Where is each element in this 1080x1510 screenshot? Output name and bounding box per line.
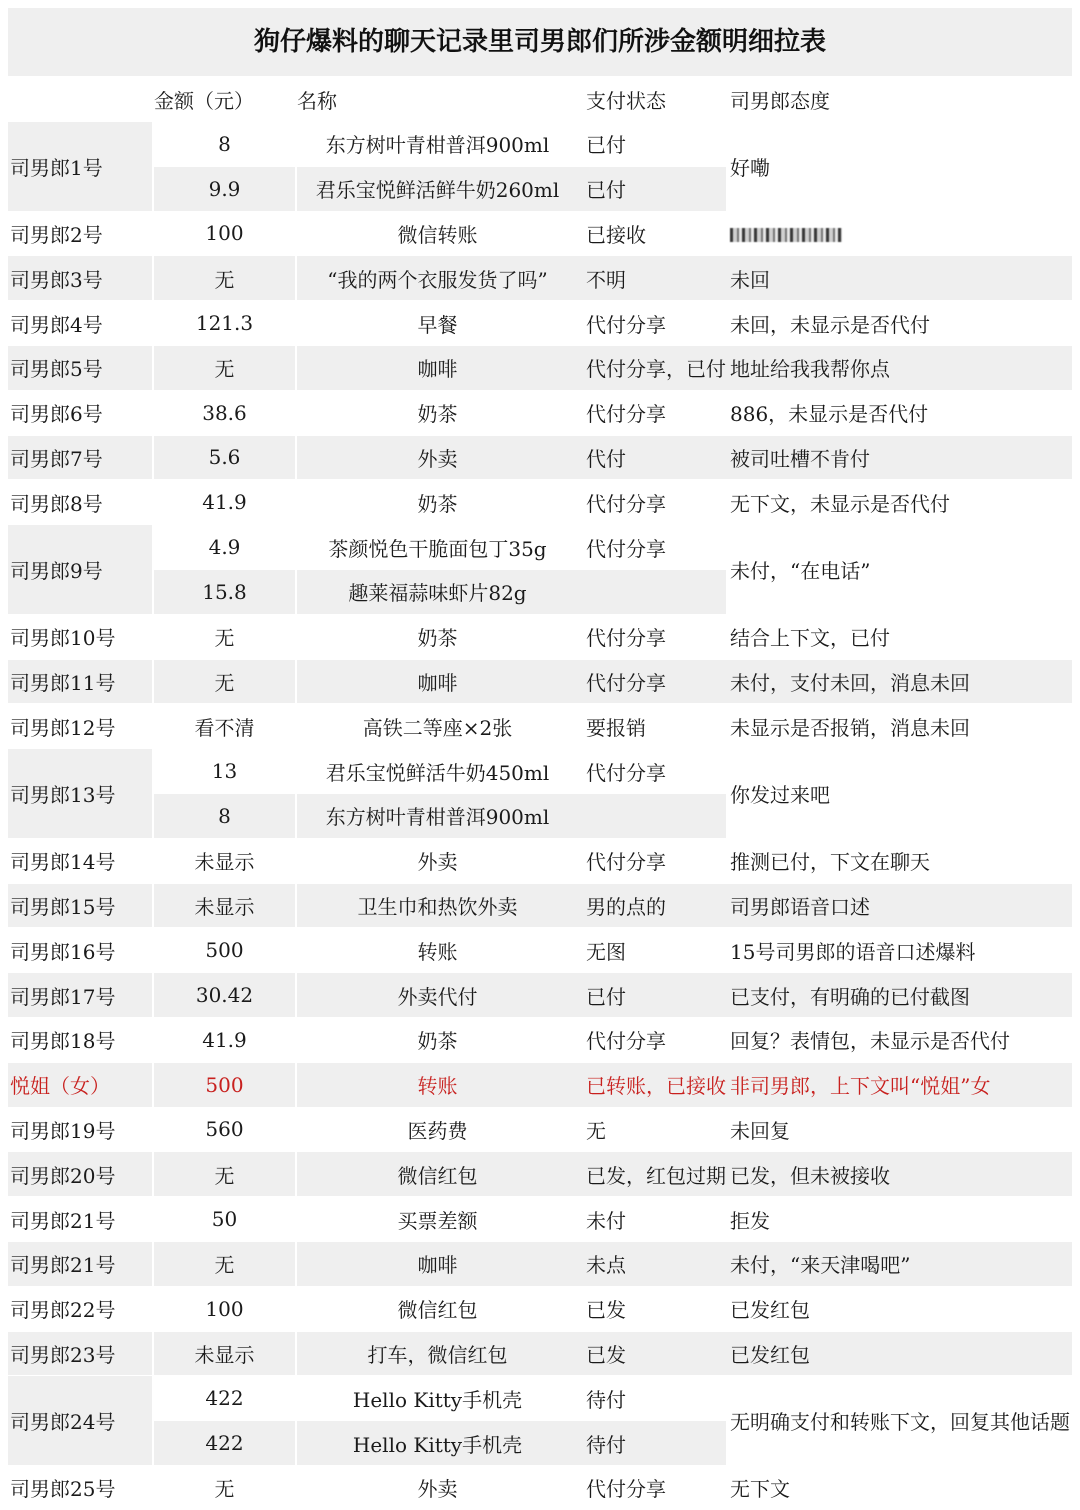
row-amount: 41.9 xyxy=(152,1017,295,1062)
row-pay-status: 已付 xyxy=(578,166,726,211)
table-row xyxy=(8,1375,1072,1420)
row-item: 东方树叶青柑普洱900ml xyxy=(295,121,578,166)
table-row xyxy=(8,703,1072,748)
row-pay-status: 代付分享 xyxy=(578,479,726,524)
table-row xyxy=(8,255,1072,300)
row-name: 司男郎18号 xyxy=(8,1017,152,1062)
row-item: 东方树叶青柑普洱900ml xyxy=(295,793,578,838)
table-row xyxy=(8,1465,1072,1510)
row-name: 司男郎1号 xyxy=(8,121,152,211)
row-item: Hello Kitty手机壳 xyxy=(295,1375,578,1420)
row-pay-status: 代付分享 xyxy=(578,838,726,883)
row-name: 司男郎23号 xyxy=(8,1331,152,1376)
table-row xyxy=(8,524,1072,569)
table-row xyxy=(8,1062,1072,1107)
row-attitude: 未显示是否报销，消息未回 xyxy=(726,703,1072,748)
row-amount: 无 xyxy=(152,255,295,300)
table-row xyxy=(8,1107,1072,1152)
row-attitude: 886，未显示是否代付 xyxy=(726,390,1072,435)
row-pay-status: 未付 xyxy=(578,1196,726,1241)
row-name: 司男郎21号 xyxy=(8,1241,152,1286)
row-amount: 无 xyxy=(152,614,295,659)
row-attitude: 结合上下文，已付 xyxy=(726,614,1072,659)
row-item: 打车，微信红包 xyxy=(295,1331,578,1376)
row-amount: 30.42 xyxy=(152,972,295,1017)
row-pay-status: 代付分享 xyxy=(578,524,726,569)
row-amount: 13 xyxy=(152,748,295,793)
row-attitude: 无下文 xyxy=(726,1465,1072,1510)
row-pay-status: 男的点的 xyxy=(578,883,726,928)
header-attitude: 司男郎态度 xyxy=(726,76,1072,121)
row-name: 司男郎16号 xyxy=(8,927,152,972)
row-attitude: 未付，“来天津喝吧” xyxy=(726,1241,1072,1286)
row-amount: 未显示 xyxy=(152,883,295,928)
row-amount: 未显示 xyxy=(152,838,295,883)
table-row xyxy=(8,659,1072,704)
row-name: 司男郎10号 xyxy=(8,614,152,659)
row-attitude: 地址给我我帮你点 xyxy=(726,345,1072,390)
row-attitude: 无下文，未显示是否代付 xyxy=(726,479,1072,524)
table-row xyxy=(8,211,1072,256)
row-name: 司男郎14号 xyxy=(8,838,152,883)
row-amount: 500 xyxy=(152,1062,295,1107)
row-pay-status: 已发，红包过期 xyxy=(578,1151,726,1196)
row-amount: 4.9 xyxy=(152,524,295,569)
row-name: 司男郎9号 xyxy=(8,524,152,614)
row-pay-status: 未点 xyxy=(578,1241,726,1286)
row-item: 茶颜悦色干脆面包丁35g xyxy=(295,524,578,569)
header-item: 名称 xyxy=(295,76,578,121)
row-pay-status: 代付分享 xyxy=(578,1017,726,1062)
row-amount: 无 xyxy=(152,1465,295,1510)
row-item: 趣莱福蒜味虾片82g xyxy=(295,569,578,614)
row-name: 司男郎8号 xyxy=(8,479,152,524)
row-name: 司男郎5号 xyxy=(8,345,152,390)
row-attitude: 已发红包 xyxy=(726,1331,1072,1376)
row-amount: 100 xyxy=(152,1286,295,1331)
row-attitude xyxy=(726,211,1072,256)
row-item: 微信红包 xyxy=(295,1286,578,1331)
table-row xyxy=(8,1017,1072,1062)
row-amount: 121.3 xyxy=(152,300,295,345)
row-name: 司男郎15号 xyxy=(8,883,152,928)
table-row xyxy=(8,972,1072,1017)
row-name: 司男郎25号 xyxy=(8,1465,152,1510)
row-amount: 560 xyxy=(152,1107,295,1152)
row-item: 医药费 xyxy=(295,1107,578,1152)
table-row xyxy=(8,479,1072,524)
row-pay-status: 代付分享 xyxy=(578,1465,726,1510)
row-attitude: 未回 xyxy=(726,255,1072,300)
table-row xyxy=(8,121,1072,166)
row-amount: 15.8 xyxy=(152,569,295,614)
row-item: 奶茶 xyxy=(295,479,578,524)
row-amount: 41.9 xyxy=(152,479,295,524)
expense-table xyxy=(8,76,1072,1510)
row-name: 司男郎6号 xyxy=(8,390,152,435)
table-row xyxy=(8,1331,1072,1376)
row-amount: 无 xyxy=(152,345,295,390)
row-pay-status: 已转账，已接收 xyxy=(578,1062,726,1107)
row-item: 卫生巾和热饮外卖 xyxy=(295,883,578,928)
redacted-text xyxy=(730,228,842,242)
row-pay-status: 已接收 xyxy=(578,211,726,256)
row-amount: 8 xyxy=(152,121,295,166)
row-attitude: 15号司男郎的语音口述爆料 xyxy=(726,927,1072,972)
row-attitude: 未回，未显示是否代付 xyxy=(726,300,1072,345)
row-pay-status: 待付 xyxy=(578,1420,726,1465)
row-name: 司男郎7号 xyxy=(8,435,152,480)
row-attitude: 无明确支付和转账下文，回复其他话题 xyxy=(726,1375,1072,1465)
row-name: 司男郎3号 xyxy=(8,255,152,300)
table-row xyxy=(8,748,1072,793)
row-attitude: 回复？表情包，未显示是否代付 xyxy=(726,1017,1072,1062)
row-pay-status: 已付 xyxy=(578,972,726,1017)
row-item: 外卖 xyxy=(295,838,578,883)
row-pay-status: 不明 xyxy=(578,255,726,300)
row-item: 君乐宝悦鲜活牛奶450ml xyxy=(295,748,578,793)
row-pay-status: 代付分享，已付 xyxy=(578,345,726,390)
table-row xyxy=(8,1196,1072,1241)
table-row xyxy=(8,838,1072,883)
row-name: 司男郎19号 xyxy=(8,1107,152,1152)
row-name: 司男郎2号 xyxy=(8,211,152,256)
header-pay-status: 支付状态 xyxy=(578,76,726,121)
table-row xyxy=(8,300,1072,345)
row-item: 咖啡 xyxy=(295,1241,578,1286)
row-pay-status xyxy=(578,569,726,614)
row-pay-status xyxy=(578,793,726,838)
row-pay-status: 已发 xyxy=(578,1331,726,1376)
row-attitude: 未付，支付未回，消息未回 xyxy=(726,659,1072,704)
row-item: Hello Kitty手机壳 xyxy=(295,1420,578,1465)
row-pay-status: 要报销 xyxy=(578,703,726,748)
table-row xyxy=(8,927,1072,972)
row-amount: 9.9 xyxy=(152,166,295,211)
row-name: 司男郎24号 xyxy=(8,1375,152,1465)
row-pay-status: 代付分享 xyxy=(578,748,726,793)
row-amount: 未显示 xyxy=(152,1331,295,1376)
expense-sheet xyxy=(8,8,1072,1510)
row-amount: 无 xyxy=(152,659,295,704)
row-name: 司男郎20号 xyxy=(8,1151,152,1196)
row-amount: 8 xyxy=(152,793,295,838)
row-amount: 422 xyxy=(152,1420,295,1465)
table-row xyxy=(8,1151,1072,1196)
header-name xyxy=(8,76,152,121)
row-attitude: 司男郎语音口述 xyxy=(726,883,1072,928)
table-row xyxy=(8,883,1072,928)
row-attitude: 好嘞 xyxy=(726,121,1072,211)
table-row xyxy=(8,390,1072,435)
row-attitude: 未回复 xyxy=(726,1107,1072,1152)
row-pay-status: 无 xyxy=(578,1107,726,1152)
row-item: 买票差额 xyxy=(295,1196,578,1241)
row-item: 转账 xyxy=(295,1062,578,1107)
row-item: 奶茶 xyxy=(295,614,578,659)
row-item: 微信转账 xyxy=(295,211,578,256)
row-attitude: 推测已付，下文在聊天 xyxy=(726,838,1072,883)
row-pay-status: 待付 xyxy=(578,1375,726,1420)
table-row xyxy=(8,345,1072,390)
row-name: 司男郎22号 xyxy=(8,1286,152,1331)
row-attitude: 已支付，有明确的已付截图 xyxy=(726,972,1072,1017)
row-amount: 500 xyxy=(152,927,295,972)
row-attitude: 已发红包 xyxy=(726,1286,1072,1331)
row-item: 早餐 xyxy=(295,300,578,345)
table-body xyxy=(8,121,1072,1510)
table-row xyxy=(8,1241,1072,1286)
row-pay-status: 已付 xyxy=(578,121,726,166)
row-amount: 看不清 xyxy=(152,703,295,748)
row-attitude: 未付，“在电话” xyxy=(726,524,1072,614)
row-item: “我的两个衣服发货了吗” xyxy=(295,255,578,300)
row-item: 高铁二等座×2张 xyxy=(295,703,578,748)
row-item: 奶茶 xyxy=(295,390,578,435)
row-item: 外卖 xyxy=(295,1465,578,1510)
row-amount: 422 xyxy=(152,1375,295,1420)
row-item: 君乐宝悦鲜活鲜牛奶260ml xyxy=(295,166,578,211)
header-amount: 金额（元） xyxy=(152,76,295,121)
row-item: 外卖代付 xyxy=(295,972,578,1017)
row-pay-status: 已发 xyxy=(578,1286,726,1331)
row-name: 司男郎11号 xyxy=(8,659,152,704)
row-amount: 无 xyxy=(152,1151,295,1196)
row-pay-status: 代付分享 xyxy=(578,659,726,704)
row-amount: 无 xyxy=(152,1241,295,1286)
row-amount: 5.6 xyxy=(152,435,295,480)
row-pay-status: 无图 xyxy=(578,927,726,972)
table-header-row xyxy=(8,76,1072,121)
row-name: 司男郎4号 xyxy=(8,300,152,345)
row-name: 司男郎13号 xyxy=(8,748,152,838)
row-amount: 50 xyxy=(152,1196,295,1241)
row-name: 司男郎12号 xyxy=(8,703,152,748)
table-row xyxy=(8,435,1072,480)
row-attitude: 非司男郎，上下文叫“悦姐”女 xyxy=(726,1062,1072,1107)
table-row xyxy=(8,1286,1072,1331)
page-title: 狗仔爆料的聊天记录里司男郎们所涉金额明细拉表 xyxy=(8,8,1072,76)
row-item: 咖啡 xyxy=(295,345,578,390)
row-pay-status: 代付分享 xyxy=(578,300,726,345)
row-name: 司男郎17号 xyxy=(8,972,152,1017)
row-attitude: 拒发 xyxy=(726,1196,1072,1241)
row-attitude: 你发过来吧 xyxy=(726,748,1072,838)
row-amount: 38.6 xyxy=(152,390,295,435)
row-item: 外卖 xyxy=(295,435,578,480)
row-name: 悦姐（女） xyxy=(8,1062,152,1107)
row-item: 转账 xyxy=(295,927,578,972)
row-item: 微信红包 xyxy=(295,1151,578,1196)
row-pay-status: 代付分享 xyxy=(578,614,726,659)
row-pay-status: 代付分享 xyxy=(578,390,726,435)
row-amount: 100 xyxy=(152,211,295,256)
row-attitude: 已发，但未被接收 xyxy=(726,1151,1072,1196)
row-item: 奶茶 xyxy=(295,1017,578,1062)
row-item: 咖啡 xyxy=(295,659,578,704)
row-pay-status: 代付 xyxy=(578,435,726,480)
row-attitude: 被司吐槽不肯付 xyxy=(726,435,1072,480)
table-row xyxy=(8,614,1072,659)
row-name: 司男郎21号 xyxy=(8,1196,152,1241)
